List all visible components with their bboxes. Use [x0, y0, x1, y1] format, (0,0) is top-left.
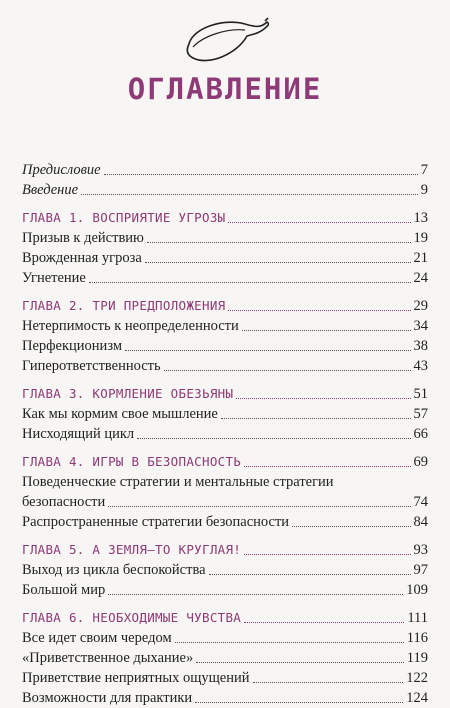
- toc-entry-page: 66: [413, 426, 428, 442]
- dot-leader: [242, 330, 411, 331]
- toc-entry-label: Введение: [22, 182, 79, 198]
- dot-leader: [147, 242, 411, 243]
- dot-leader: [108, 506, 410, 507]
- toc-entry-page: 97: [413, 562, 428, 578]
- toc-entry-page: 24: [413, 270, 428, 286]
- toc-chapter-5[interactable]: [22, 540, 428, 560]
- toc-entry-label: Все идет своим чередом: [22, 630, 172, 646]
- toc-entry[interactable]: [22, 580, 428, 600]
- toc-entry-page: 57: [413, 406, 428, 422]
- dot-leader: [244, 622, 404, 623]
- dot-leader: [145, 262, 411, 263]
- toc-chapter-6[interactable]: [22, 608, 428, 628]
- toc-entry[interactable]: [22, 336, 428, 356]
- dot-leader: [244, 466, 410, 467]
- toc-entry-page: 7: [420, 162, 428, 178]
- toc-entry-page: 34: [413, 318, 428, 334]
- toc-entry-page: 19: [413, 230, 428, 246]
- chapter-page: 111: [407, 610, 428, 626]
- toc-entry-label: Гиперответственность: [22, 358, 161, 374]
- toc-entry-page: 21: [413, 250, 428, 266]
- toc-entry[interactable]: [22, 424, 428, 444]
- dot-leader: [244, 554, 410, 555]
- chapter-title: ГЛАВА 6. НЕОБХОДИМЫЕ ЧУВСТВА: [22, 610, 242, 625]
- toc-entry-page: 124: [406, 690, 428, 706]
- toc-entry[interactable]: [22, 492, 428, 512]
- dot-leader: [253, 682, 404, 683]
- chapter-title: ГЛАВА 4. ИГРЫ В БЕЗОПАСНОСТЬ: [22, 454, 242, 469]
- toc-entry[interactable]: [22, 404, 428, 424]
- toc-entry[interactable]: [22, 268, 428, 288]
- chapter-page: 13: [413, 210, 428, 226]
- dot-leader: [81, 194, 418, 195]
- toc-entry-label: «Приветственное дыхание»: [22, 650, 194, 666]
- toc-entry-label: Приветствие неприятных ощущений: [22, 670, 250, 686]
- toc-entry[interactable]: [22, 560, 428, 580]
- toc-entry-page: 43: [413, 358, 428, 374]
- page-title: ОГЛАВЛЕНИЕ: [127, 72, 323, 106]
- dot-leader: [89, 282, 411, 283]
- toc-entry-page: 38: [413, 338, 428, 354]
- toc-entry-page: 116: [406, 630, 428, 646]
- chapter-page: 51: [413, 386, 428, 402]
- toc-entry-label: Призыв к действию: [22, 230, 144, 246]
- banana-icon: [183, 14, 269, 70]
- toc-entry-page: 109: [406, 582, 428, 598]
- toc-chapter-4[interactable]: [22, 452, 428, 472]
- toc-entry-label: Возможности для практики: [22, 690, 193, 706]
- toc-entry-page: 84: [413, 514, 428, 530]
- toc-entry-label: Распространенные стратегии безопасности: [22, 514, 290, 530]
- toc-entry-label: Нетерпимость к неопределенности: [22, 318, 239, 334]
- toc-entry-page: 122: [406, 670, 428, 686]
- chapter-page: 93: [413, 542, 428, 558]
- dot-leader: [292, 526, 410, 527]
- dot-leader: [196, 662, 404, 663]
- dot-leader: [137, 438, 410, 439]
- toc-entry-introduction[interactable]: [22, 180, 428, 200]
- chapter-page: 29: [413, 298, 428, 314]
- toc-entry-label: Врожденная угроза: [22, 250, 142, 266]
- toc-entry-label: Поведенческие стратегии и ментальные стратегии: [22, 474, 334, 490]
- toc-entry-label: Как мы кормим свое мышление: [22, 406, 218, 422]
- toc-entry-label: Выход из цикла беспокойства: [22, 562, 206, 578]
- toc-entry[interactable]: [22, 648, 428, 668]
- toc-entry-page: 119: [406, 650, 428, 666]
- dot-leader: [108, 594, 403, 595]
- toc-entry-label: Перфекционизм: [22, 338, 123, 354]
- toc-entry[interactable]: [22, 628, 428, 648]
- toc-chapter-2[interactable]: [22, 296, 428, 316]
- dot-leader: [164, 370, 411, 371]
- toc-entry[interactable]: [22, 688, 428, 708]
- toc-entry-label: Большой мир: [22, 582, 106, 598]
- toc-entry[interactable]: [22, 668, 428, 688]
- toc-chapter-3[interactable]: [22, 384, 428, 404]
- toc-entry[interactable]: [22, 356, 428, 376]
- toc-entry-page: 9: [420, 182, 428, 198]
- chapter-title: ГЛАВА 3. КОРМЛЕНИЕ ОБЕЗЬЯНЫ: [22, 386, 234, 401]
- dot-leader: [221, 418, 411, 419]
- dot-leader: [209, 574, 411, 575]
- chapter-title: ГЛАВА 5. А ЗЕМЛЯ—ТО КРУГЛАЯ!: [22, 542, 242, 557]
- dot-leader: [175, 642, 404, 643]
- toc-entry-label: Предисловие: [22, 162, 101, 178]
- dot-leader: [125, 350, 410, 351]
- toc-entry[interactable]: [22, 512, 428, 532]
- toc-entry-line[interactable]: [22, 472, 428, 492]
- dot-leader: [236, 398, 410, 399]
- toc-entry-page: 74: [413, 494, 428, 510]
- dot-leader: [228, 310, 410, 311]
- toc-entry[interactable]: [22, 228, 428, 248]
- toc-entry[interactable]: [22, 316, 428, 336]
- chapter-title: ГЛАВА 1. ВОСПРИЯТИЕ УГРОЗЫ: [22, 210, 226, 225]
- dot-leader: [228, 222, 410, 223]
- toc-entry-label: Угнетение: [22, 270, 86, 286]
- toc-chapter-1[interactable]: [22, 208, 428, 228]
- toc-entry-preface[interactable]: [22, 160, 428, 180]
- toc-entry[interactable]: [22, 248, 428, 268]
- toc-entry-label: Нисходящий цикл: [22, 426, 135, 442]
- chapter-page: 69: [413, 454, 428, 470]
- table-of-contents: [22, 160, 428, 708]
- dot-leader: [104, 174, 418, 175]
- toc-entry-label: безопасности: [22, 494, 106, 510]
- dot-leader: [195, 702, 403, 703]
- chapter-title: ГЛАВА 2. ТРИ ПРЕДПОЛОЖЕНИЯ: [22, 298, 226, 313]
